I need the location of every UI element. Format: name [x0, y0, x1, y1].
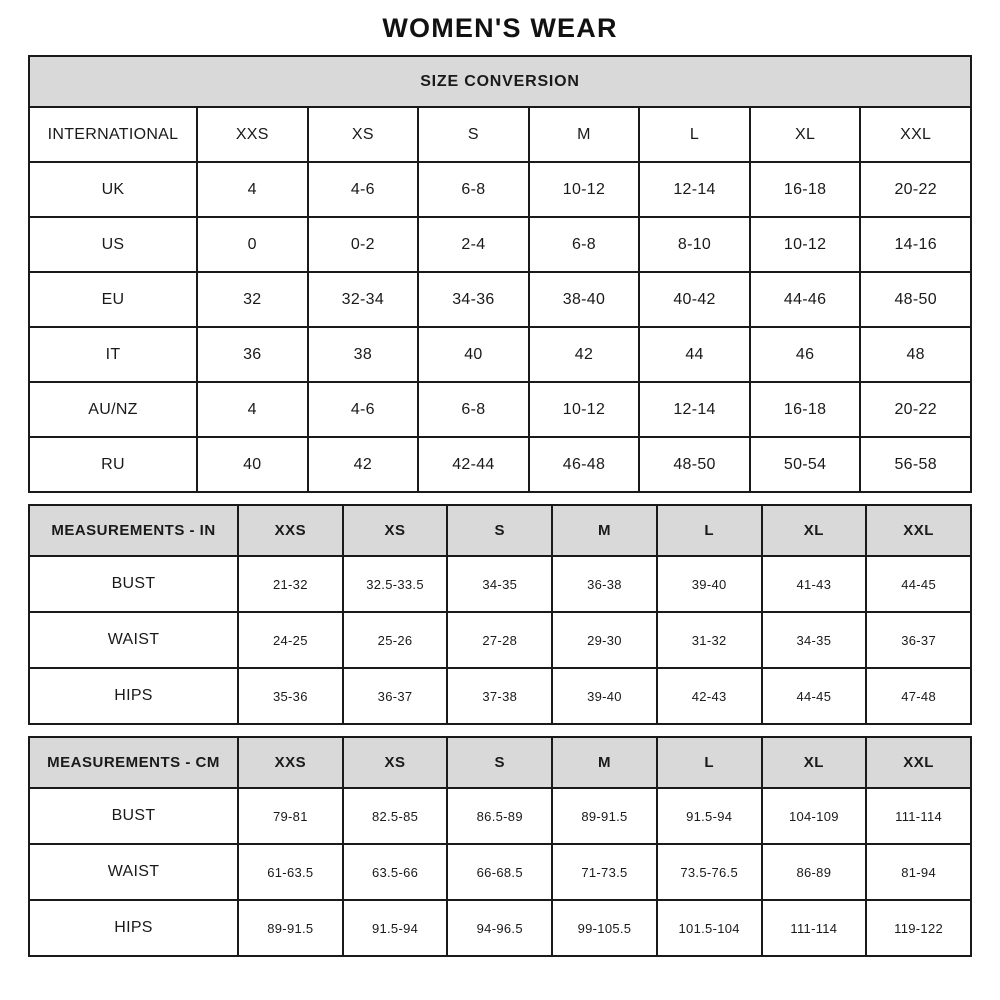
size-value-cell: 39-40 [657, 556, 762, 612]
column-header: S [418, 107, 529, 162]
size-value-cell: 61-63.5 [238, 844, 343, 900]
size-value-cell: 94-96.5 [447, 900, 552, 956]
size-value-cell: 10-12 [529, 162, 640, 217]
size-value-cell: 89-91.5 [238, 900, 343, 956]
size-value-cell: 4-6 [308, 382, 419, 437]
column-header: XXL [866, 505, 971, 556]
size-value-cell: 101.5-104 [657, 900, 762, 956]
size-value-cell: 50-54 [750, 437, 861, 492]
size-value-cell: 111-114 [866, 788, 971, 844]
size-value-cell: 4-6 [308, 162, 419, 217]
size-value-cell: 10-12 [750, 217, 861, 272]
size-value-cell: 34-35 [762, 612, 867, 668]
size-value-cell: 6-8 [529, 217, 640, 272]
size-value-cell: 73.5-76.5 [657, 844, 762, 900]
table-row [29, 327, 971, 382]
size-value-cell: 8-10 [639, 217, 750, 272]
row-label: BUST [29, 556, 238, 612]
size-value-cell: 89-91.5 [552, 788, 657, 844]
size-value-cell: 32 [197, 272, 308, 327]
size-value-cell: 36-37 [343, 668, 448, 724]
column-header: L [639, 107, 750, 162]
column-header: XL [750, 107, 861, 162]
size-value-cell: 32.5-33.5 [343, 556, 448, 612]
table-banner: SIZE CONVERSION [29, 56, 971, 107]
size-value-cell: 44 [639, 327, 750, 382]
size-value-cell: 20-22 [860, 162, 971, 217]
column-header: S [447, 737, 552, 788]
size-value-cell: 63.5-66 [343, 844, 448, 900]
size-value-cell: 41-43 [762, 556, 867, 612]
size-value-cell: 12-14 [639, 382, 750, 437]
size-value-cell: 36-38 [552, 556, 657, 612]
size-value-cell: 47-48 [866, 668, 971, 724]
size-value-cell: 29-30 [552, 612, 657, 668]
table-header-row [29, 107, 971, 162]
size-value-cell: 91.5-94 [343, 900, 448, 956]
row-label: AU/NZ [29, 382, 197, 437]
size-value-cell: 24-25 [238, 612, 343, 668]
size-value-cell: 40-42 [639, 272, 750, 327]
corner-header: MEASUREMENTS - CM [29, 737, 238, 788]
size-value-cell: 119-122 [866, 900, 971, 956]
size-value-cell: 6-8 [418, 162, 529, 217]
size-value-cell: 0-2 [308, 217, 419, 272]
size-value-cell: 34-36 [418, 272, 529, 327]
size-value-cell: 91.5-94 [657, 788, 762, 844]
size-value-cell: 82.5-85 [343, 788, 448, 844]
size-value-cell: 34-35 [447, 556, 552, 612]
page-title: WOMEN'S WEAR [382, 13, 618, 43]
size-value-cell: 40 [418, 327, 529, 382]
table-row [29, 437, 971, 492]
column-header: M [529, 107, 640, 162]
size-value-cell: 39-40 [552, 668, 657, 724]
corner-header: MEASUREMENTS - IN [29, 505, 238, 556]
column-header: XS [343, 737, 448, 788]
corner-header: INTERNATIONAL [29, 107, 197, 162]
size-value-cell: 86-89 [762, 844, 867, 900]
column-header: XXS [197, 107, 308, 162]
table-row [29, 217, 971, 272]
row-label: WAIST [29, 612, 238, 668]
size-value-cell: 86.5-89 [447, 788, 552, 844]
size-value-cell: 111-114 [762, 900, 867, 956]
size-value-cell: 14-16 [860, 217, 971, 272]
table-row [29, 556, 971, 612]
size-value-cell: 12-14 [639, 162, 750, 217]
table-row [29, 668, 971, 724]
size-value-cell: 25-26 [343, 612, 448, 668]
size-value-cell: 2-4 [418, 217, 529, 272]
size-value-cell: 0 [197, 217, 308, 272]
row-label: RU [29, 437, 197, 492]
column-header: S [447, 505, 552, 556]
table-row [29, 788, 971, 844]
size-value-cell: 16-18 [750, 162, 861, 217]
size-value-cell: 27-28 [447, 612, 552, 668]
tables-root [28, 55, 972, 957]
size-value-cell: 44-45 [866, 556, 971, 612]
table-row [29, 900, 971, 956]
column-header: XXS [238, 505, 343, 556]
column-header: M [552, 505, 657, 556]
size-value-cell: 44-45 [762, 668, 867, 724]
size-value-cell: 31-32 [657, 612, 762, 668]
size-value-cell: 56-58 [860, 437, 971, 492]
column-header: XXS [238, 737, 343, 788]
table-header-row [29, 505, 971, 556]
row-label: BUST [29, 788, 238, 844]
row-label: UK [29, 162, 197, 217]
row-label: WAIST [29, 844, 238, 900]
size-value-cell: 99-105.5 [552, 900, 657, 956]
size-value-cell: 37-38 [447, 668, 552, 724]
size-value-cell: 48-50 [639, 437, 750, 492]
size-value-cell: 46-48 [529, 437, 640, 492]
size-value-cell: 79-81 [238, 788, 343, 844]
column-header: XS [343, 505, 448, 556]
table-row [29, 162, 971, 217]
table-row [29, 612, 971, 668]
size-value-cell: 104-109 [762, 788, 867, 844]
size-value-cell: 46 [750, 327, 861, 382]
table-row [29, 272, 971, 327]
column-header: XXL [860, 107, 971, 162]
column-header: XS [308, 107, 419, 162]
size-value-cell: 42-44 [418, 437, 529, 492]
column-header: L [657, 737, 762, 788]
row-label: HIPS [29, 668, 238, 724]
size-value-cell: 71-73.5 [552, 844, 657, 900]
table-row [29, 382, 971, 437]
table-row [29, 844, 971, 900]
size-value-cell: 42 [529, 327, 640, 382]
size-value-cell: 36 [197, 327, 308, 382]
size-value-cell: 10-12 [529, 382, 640, 437]
size-value-cell: 44-46 [750, 272, 861, 327]
size-value-cell: 38 [308, 327, 419, 382]
size-value-cell: 48 [860, 327, 971, 382]
measurements-cm-table [28, 736, 972, 957]
size-value-cell: 36-37 [866, 612, 971, 668]
column-header: M [552, 737, 657, 788]
size-value-cell: 35-36 [238, 668, 343, 724]
size-chart-page [28, 0, 972, 957]
size-value-cell: 81-94 [866, 844, 971, 900]
size-value-cell: 38-40 [529, 272, 640, 327]
row-label: IT [29, 327, 197, 382]
size-value-cell: 42-43 [657, 668, 762, 724]
size-value-cell: 4 [197, 382, 308, 437]
row-label: HIPS [29, 900, 238, 956]
column-header: XL [762, 505, 867, 556]
column-header: XXL [866, 737, 971, 788]
row-label: US [29, 217, 197, 272]
size-conversion-table [28, 55, 972, 493]
size-value-cell: 42 [308, 437, 419, 492]
size-value-cell: 66-68.5 [447, 844, 552, 900]
size-value-cell: 6-8 [418, 382, 529, 437]
row-label: EU [29, 272, 197, 327]
column-header: L [657, 505, 762, 556]
size-value-cell: 20-22 [860, 382, 971, 437]
size-value-cell: 40 [197, 437, 308, 492]
table-header-row [29, 737, 971, 788]
table-banner-row [29, 56, 971, 107]
size-value-cell: 48-50 [860, 272, 971, 327]
size-value-cell: 32-34 [308, 272, 419, 327]
measurements-in-table [28, 504, 972, 725]
size-value-cell: 16-18 [750, 382, 861, 437]
size-value-cell: 21-32 [238, 556, 343, 612]
size-value-cell: 4 [197, 162, 308, 217]
column-header: XL [762, 737, 867, 788]
